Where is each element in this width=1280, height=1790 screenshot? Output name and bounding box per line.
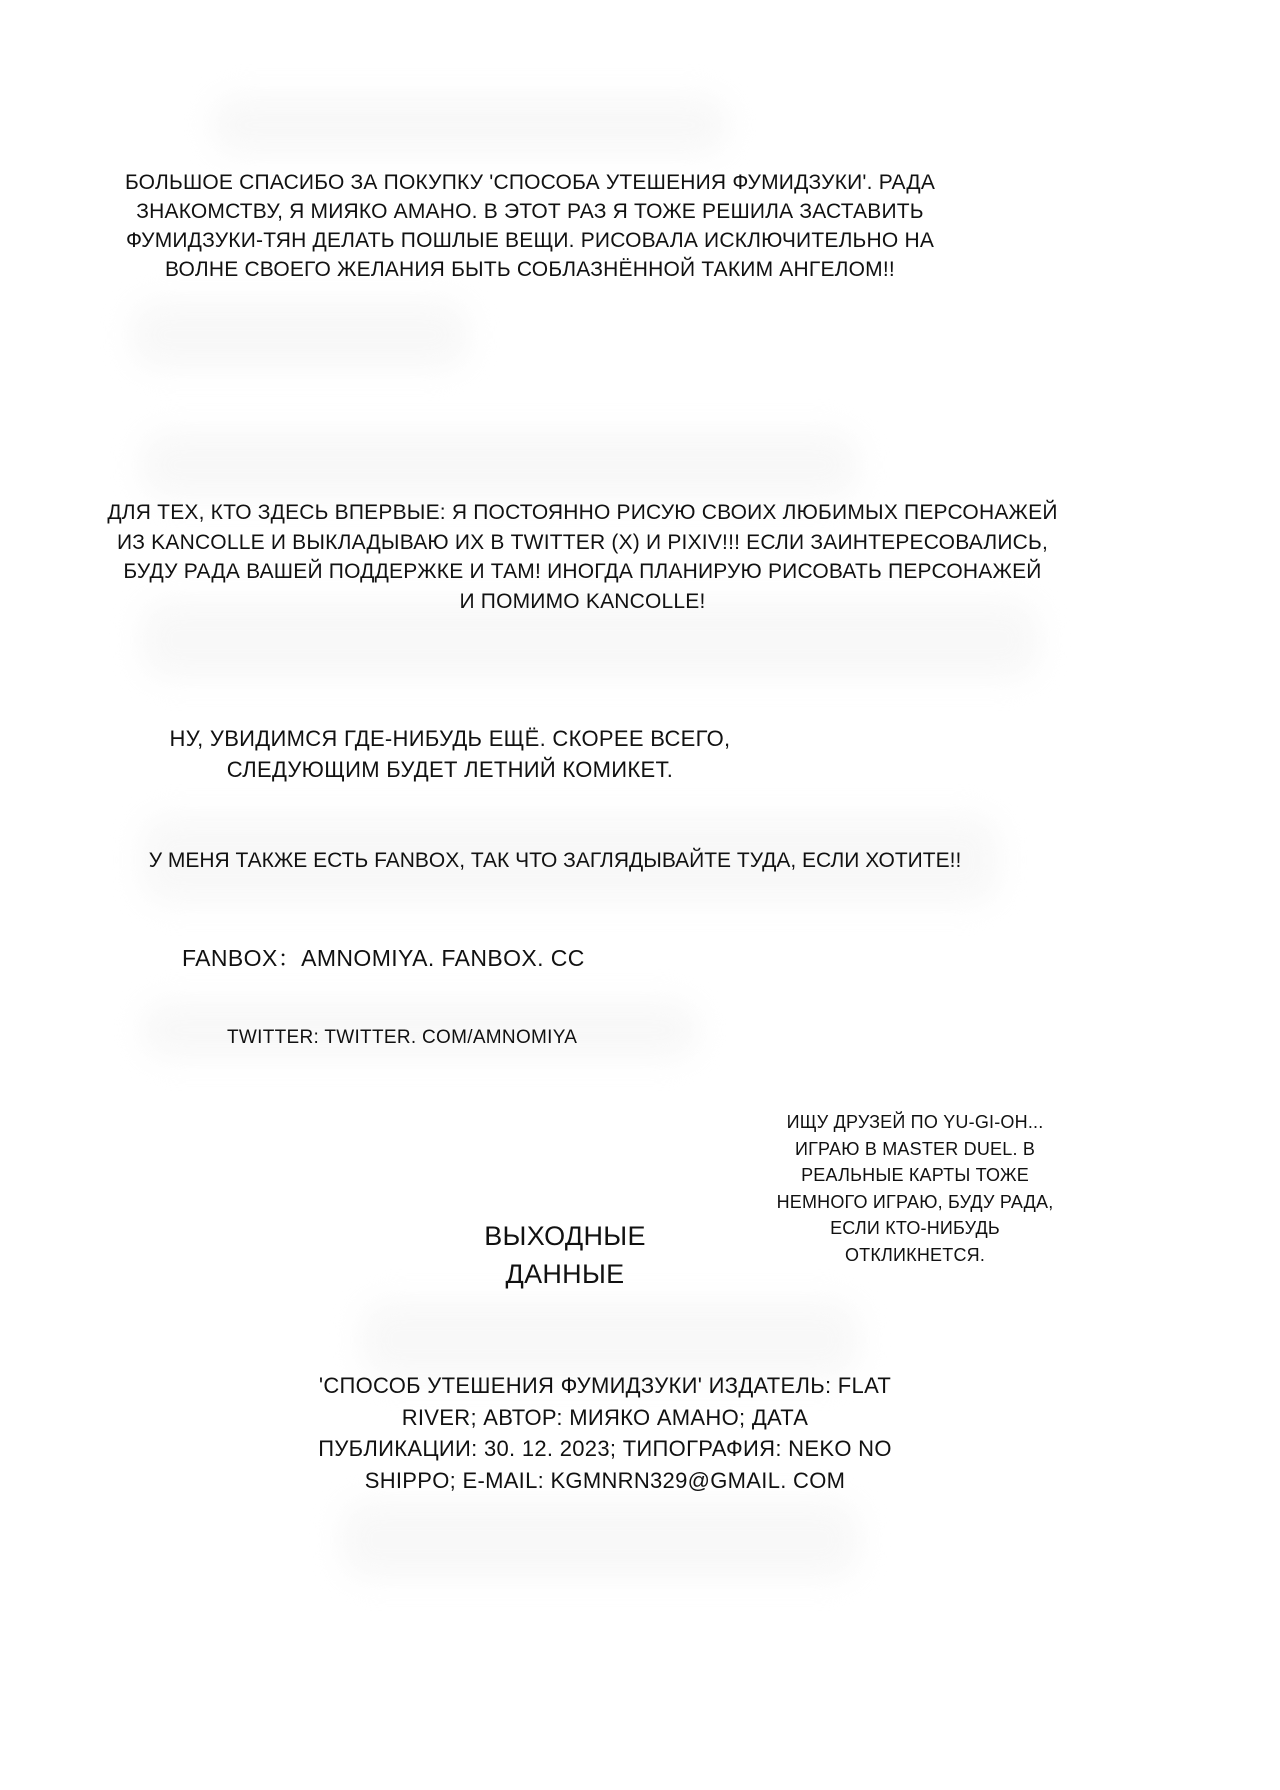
yugioh-line: РЕАЛЬНЫЕ КАРТЫ ТОЖЕ [801,1165,1029,1185]
yugioh-line: НЕМНОГО ИГРАЮ, БУДУ РАДА, [776,1191,1054,1212]
colophon-heading [440,1217,690,1293]
farewell-line: СЛЕДУЮЩИМ БУДЕТ ЛЕТНИЙ КОМИКЕТ. [226,757,674,782]
colophon-line: RIVER; АВТОР: МИЯКО АМАНО; ДАТА [401,1404,809,1430]
colophon-body [280,1370,930,1496]
newcomers-line: ИЗ KANCOLLE И ВЫКЛАДЫВАЮ ИХ В TWITTER (X) И PIXIV!!! ЕСЛИ ЗАИНТЕРЕСОВАЛИСЬ, [116,530,1049,554]
farewell-line: НУ, УВИДИМСЯ ГДЕ-НИБУДЬ ЕЩЁ. СКОРЕЕ ВСЕГО, [169,726,731,751]
yugioh-line: ОТКЛИКНЕТСЯ. [844,1244,986,1265]
intro-line: БОЛЬШОЕ СПАСИБО ЗА ПОКУПКУ 'СПОСОБА УТЕШЕНИЯ ФУМИДЗУКИ'. РАДА [124,171,936,194]
fanbox-link[interactable]: FANBOX：AMNOMIYA. FANBOX. CC [182,945,585,971]
intro-line: ЗНАКОМСТВУ, Я МИЯКО АМАНО. В ЭТОТ РАЗ Я ТОЖЕ РЕШИЛА ЗАСТАВИТЬ [136,200,924,223]
fanbox-note: У МЕНЯ ТАКЖЕ ЕСТЬ FANBOX, ТАК ЧТО ЗАГЛЯДЫВАЙТЕ ТУДА, ЕСЛИ ХОТИТЕ!! [148,849,962,872]
intro-paragraph [60,168,1000,284]
newcomers-paragraph [55,498,1110,616]
scan-smudge [140,430,860,500]
colophon-line: SHIPPO; E-MAIL: KGMNRN329@GMAIL. COM [364,1467,846,1493]
colophon-heading-line: ВЫХОДНЫЕ [484,1221,646,1251]
yugioh-line: ЕСЛИ КТО-НИБУДЬ [830,1218,1000,1238]
scan-smudge [130,300,470,370]
intro-line: ФУМИДЗУКИ-ТЯН ДЕЛАТЬ ПОШЛЫЕ ВЕЩИ. РИСОВАЛА ИСКЛЮЧИТЕЛЬНО НА [125,229,935,252]
intro-line: ВОЛНЕ СВОЕГО ЖЕЛАНИЯ БЫТЬ СОБЛАЗНЁННОЙ ТАКИМ АНГЕЛОМ!! [165,258,895,281]
farewell-paragraph [130,723,770,785]
colophon-line: ПУБЛИКАЦИИ: 30. 12. 2023; ТИПОГРАФИЯ: NEKO NO [318,1436,892,1461]
twitter-link[interactable]: TWITTER: TWITTER. COM/AMNOMIYA [227,1027,578,1048]
scan-smudge [340,1500,860,1580]
newcomers-line: БУДУ РАДА ВАШЕЙ ПОДДЕРЖКЕ И ТАМ! ИНОГДА ПЛАНИРУЮ РИСОВАТЬ ПЕРСОНАЖЕЙ [123,560,1042,583]
scan-smudge [210,95,730,155]
yugioh-note [750,1109,1080,1268]
yugioh-line: ИГРАЮ В MASTER DUEL. В [794,1138,1036,1159]
newcomers-line: И ПОМИМО KANCOLLE! [459,589,706,613]
yugioh-line: ИЩУ ДРУЗЕЙ ПО YU-GI-OH... [786,1112,1044,1132]
newcomers-line: ДЛЯ ТЕХ, КТО ЗДЕСЬ ВПЕРВЫЕ: Я ПОСТОЯННО РИСУЮ СВОИХ ЛЮБИМЫХ ПЕРСОНАЖЕЙ [107,501,1058,524]
colophon-heading-line: ДАННЫЕ [505,1259,625,1289]
colophon-line: 'СПОСОБ УТЕШЕНИЯ ФУМИДЗУКИ' ИЗДАТЕЛЬ: FLAT [318,1373,892,1398]
scan-smudge [360,1300,860,1380]
